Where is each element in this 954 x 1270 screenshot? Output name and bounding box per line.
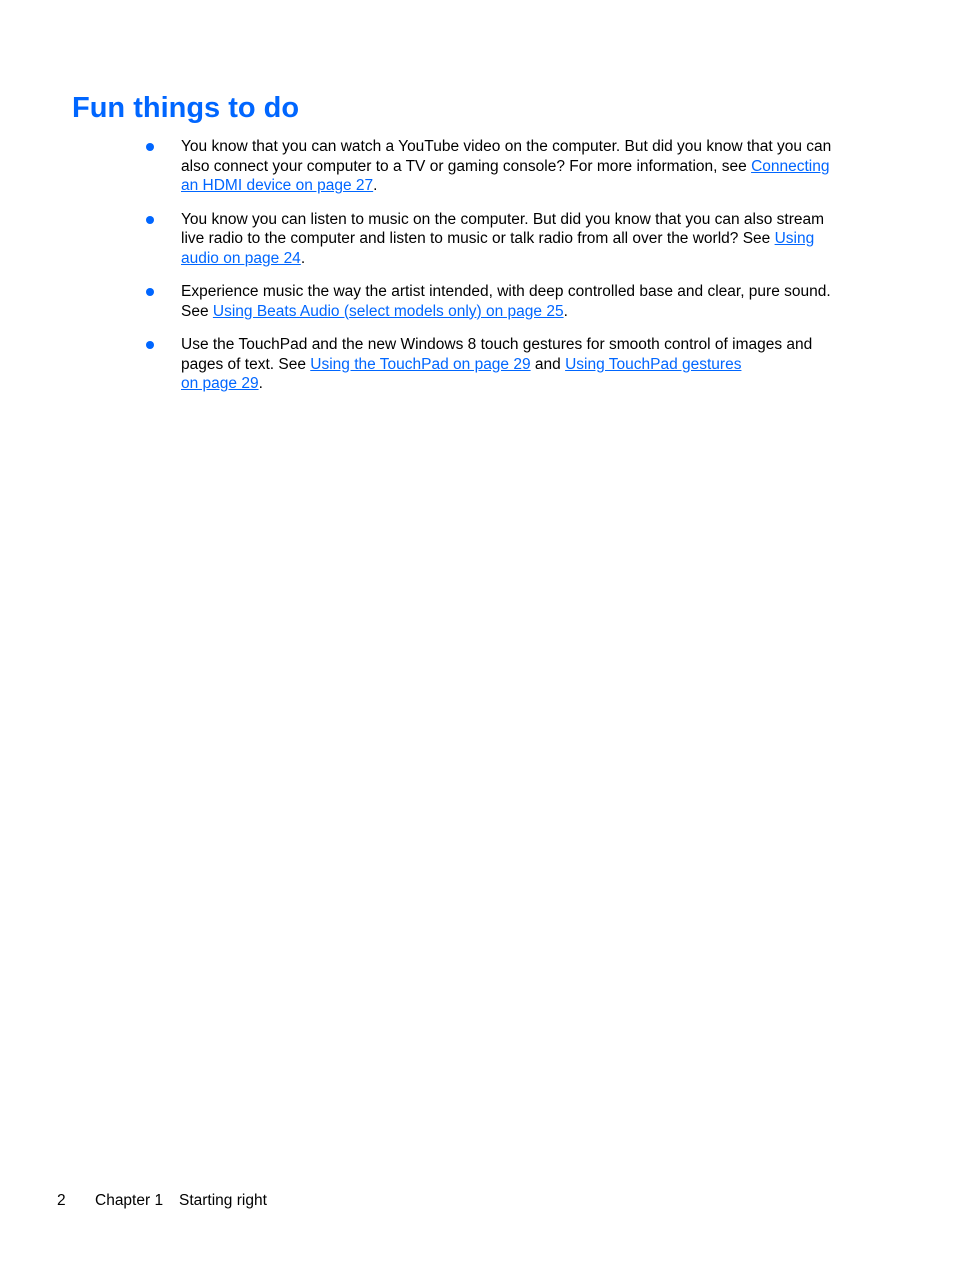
body-text: . — [300, 249, 306, 267]
body-text: See — [181, 302, 213, 320]
body-text: You know you can listen to music on the computer. But did you know that you can also stream — [181, 210, 825, 228]
page-footer — [57, 1191, 267, 1211]
body-text: Use the TouchPad and the new Windows 8 touch gestures for smooth control of images and — [181, 336, 813, 353]
body-text: also connect your computer to a TV or gaming console? For more information, see — [181, 157, 752, 175]
bullet-text-line — [181, 157, 871, 177]
bullet-dot-icon — [146, 288, 154, 296]
body-text: and — [530, 355, 566, 373]
bullet-text-line — [181, 229, 871, 249]
cross-reference-link[interactable]: Using the TouchPad on page 29 — [310, 355, 531, 373]
bullet-item — [0, 210, 871, 269]
bullet-item — [0, 335, 871, 394]
bullet-text-line — [181, 302, 871, 322]
bullet-text-line — [181, 355, 871, 375]
page-title: Fun things to do — [72, 92, 300, 124]
footer-chapter-label: Chapter 1 — [95, 1192, 164, 1209]
cross-reference-link[interactable]: Using — [774, 230, 815, 247]
bullet-text-line — [181, 210, 871, 230]
cross-reference-link[interactable]: Connecting — [751, 157, 830, 175]
bullet-text-line — [181, 249, 871, 269]
footer-chapter-title: Starting right — [179, 1192, 267, 1209]
bullet-dot-icon — [146, 143, 154, 151]
cross-reference-link[interactable]: on page 29 — [181, 375, 259, 392]
cross-reference-link[interactable]: audio on page 24 — [181, 249, 301, 267]
bullet-text-line — [181, 176, 871, 196]
body-text: . — [563, 302, 568, 320]
bullet-dot-icon — [146, 341, 154, 349]
cross-reference-link[interactable]: an HDMI device on page 27 — [181, 177, 374, 194]
cross-reference-link[interactable]: Using TouchPad gestures — [565, 355, 742, 373]
body-text: You know that you can watch a YouTube video on the computer. But did you know that you can — [181, 138, 832, 155]
bullet-list — [0, 137, 954, 408]
body-text: pages of text. See — [181, 355, 311, 373]
bullet-text-line — [181, 137, 871, 157]
body-text: . — [373, 177, 378, 194]
bullet-text-line — [181, 374, 871, 394]
body-text: . — [258, 375, 263, 392]
body-text: live radio to the computer and listen to music or talk radio from all over the world? See — [181, 230, 775, 247]
bullet-text-line — [181, 282, 871, 302]
footer-page-number: 2 — [57, 1192, 66, 1209]
bullet-item — [0, 137, 871, 196]
bullet-dot-icon — [146, 216, 154, 224]
bullet-text-line — [181, 335, 871, 355]
bullet-item — [0, 282, 871, 321]
body-text: Experience music the way the artist intended, with deep controlled base and clear, pure sound. — [181, 283, 831, 300]
cross-reference-link[interactable]: Using Beats Audio (select models only) on page 25 — [212, 302, 564, 320]
